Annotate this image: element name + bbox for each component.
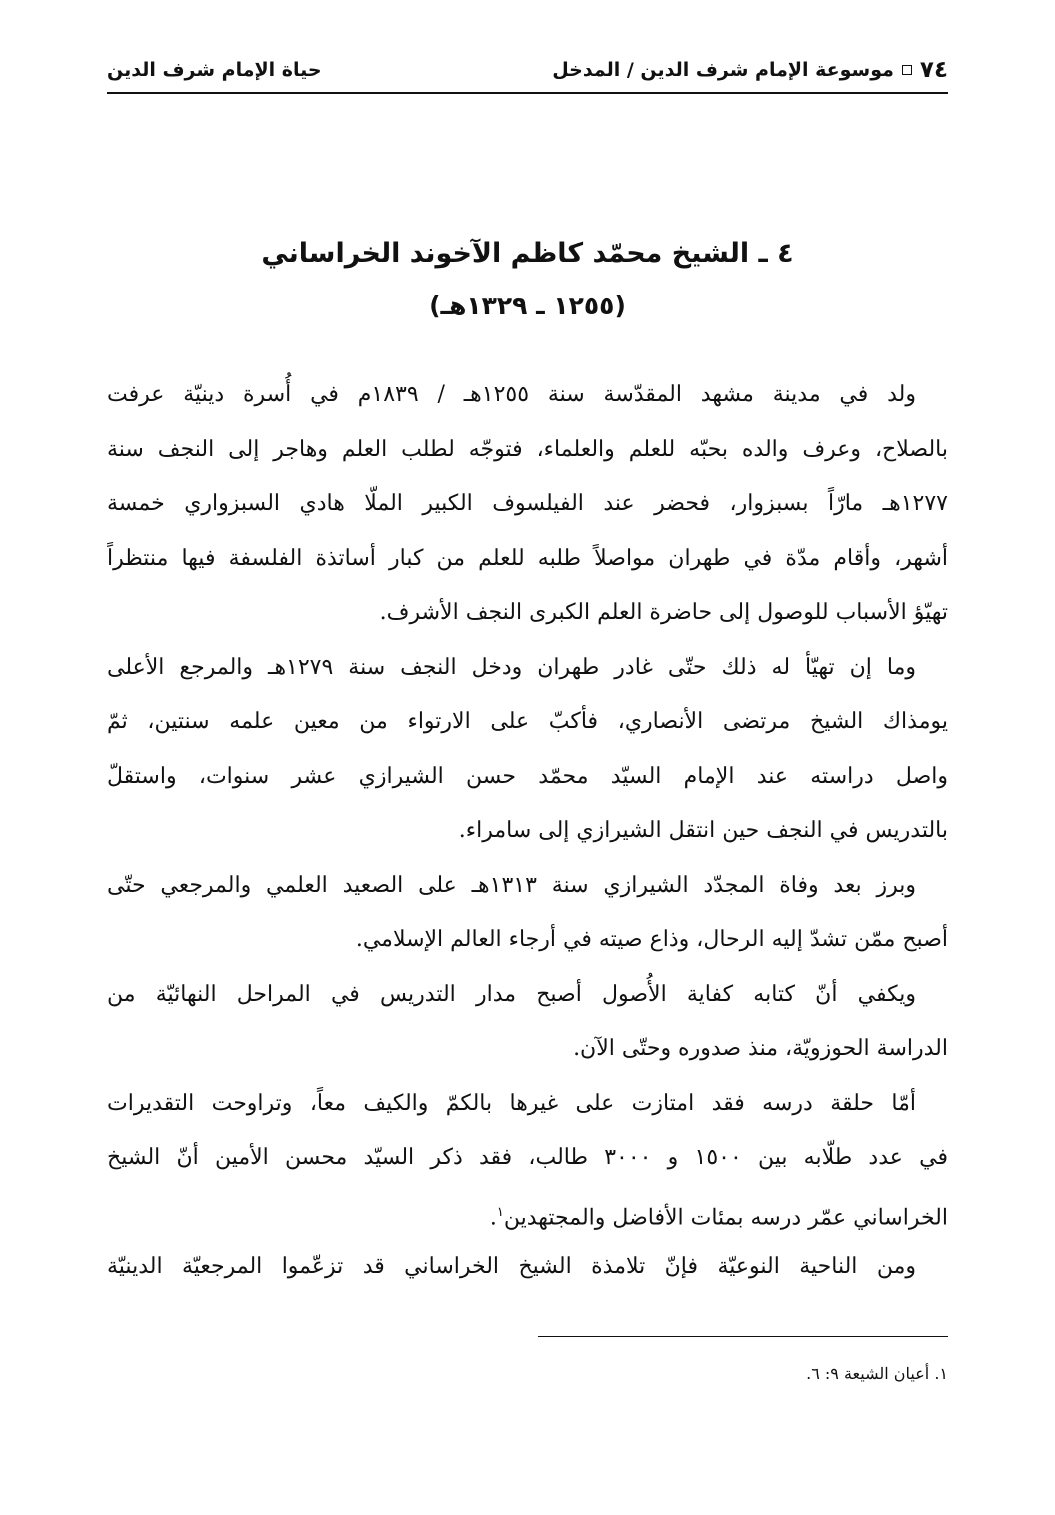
- footnote: ١. أعيان الشيعة ٩: ٦.: [806, 1364, 948, 1383]
- text-line: ويكفي أنّ كتابه كفاية الأُصول أصبح مدار التدريس في المراحل النهائيّة من: [107, 981, 916, 1007]
- text-line: تهيّؤ الأسباب للوصول إلى حاضرة العلم الكبرى النجف الأشرف.: [379, 600, 948, 625]
- text-line: أصبح ممّن تشدّ إليه الرحال، وذاع صيته في أرجاء العالم الإسلامي.: [355, 927, 948, 952]
- line-end-period: .: [489, 1204, 497, 1230]
- footnote-marker: ١: [496, 1204, 504, 1220]
- page-number: ٧٤: [919, 57, 948, 83]
- chapter-dates: (١٢٥٥ ـ ١٣٢٩هـ): [429, 291, 626, 320]
- section-title: حياة الإمام شرف الدين: [107, 59, 322, 81]
- square-ornament-icon: [902, 65, 912, 75]
- text-line: ولد في مدينة مشهد المقدّسة سنة ١٢٥٥هـ / ١٨٣٩م في أُسرة دينيّة عرفت: [107, 382, 916, 407]
- text-line: ١٢٧٧هـ مارّاً بسبزوار، فحضر عند الفيلسوف الكبير الملّا هادي السبزواري خمسة: [107, 491, 948, 516]
- chapter-title: ٤ ـ الشيخ محمّد كاظم الآخوند الخراساني: [261, 238, 794, 269]
- header-book-info: [552, 57, 948, 83]
- text-line: أمّا حلقة درسه فقد امتازت على غيرها بالكمّ والكيف معاً، وتراوحت التقديرات: [107, 1090, 916, 1116]
- body-text: [107, 368, 948, 1295]
- text-line: ومن الناحية النوعيّة فإنّ تلامذة الشيخ الخراساني قد تزعّموا المرجعيّة الدينيّة: [107, 1254, 916, 1279]
- text-line: واصل دراسته عند الإمام السيّد محمّد حسن الشيرازي عشر سنوات، واستقلّ: [107, 763, 948, 789]
- text-line: في عدد طلّابه بين ١٥٠٠ و ٣٠٠٠ طالب، فقد ذكر السيّد محسن الأمين أنّ الشيخ: [107, 1145, 948, 1170]
- text-line-with-footnote: [107, 1186, 948, 1241]
- text-line: بالصلاح، وعرف والده بحبّه للعلم والعلماء، فتوجّه لطلب العلم وهاجر إلى النجف سنة: [107, 436, 948, 462]
- book-title: موسوعة الإمام شرف الدين / المدخل: [552, 59, 894, 81]
- footnote-divider: [538, 1336, 948, 1337]
- text-line: أشهر، وأقام مدّة في طهران مواصلاً طلبه للعلم من كبار أساتذة الفلسفة فيها منتظراً: [107, 545, 948, 571]
- text-line-content: الخراساني عمّر درسه بمئات الأفاضل والمجتهدين: [503, 1204, 948, 1230]
- running-header: [107, 52, 948, 88]
- text-line: الدراسة الحوزويّة، منذ صدوره وحتّى الآن.: [573, 1036, 948, 1061]
- header-divider: [107, 92, 948, 94]
- text-line: يومذاك الشيخ مرتضى الأنصاري، فأكبّ على الارتواء من معين علمه سنتين، ثمّ: [107, 709, 948, 734]
- text-line: بالتدريس في النجف حين انتقل الشيرازي إلى سامراء.: [458, 818, 948, 843]
- text-line: وما إن تهيّأ له ذلك حتّى غادر طهران ودخل النجف سنة ١٢٧٩هـ والمرجع الأعلى: [107, 654, 916, 680]
- text-line: وبرز بعد وفاة المجدّد الشيرازي سنة ١٣١٣هـ على الصعيد العلمي والمرجعي حتّى: [107, 872, 916, 898]
- chapter-heading: [107, 232, 948, 328]
